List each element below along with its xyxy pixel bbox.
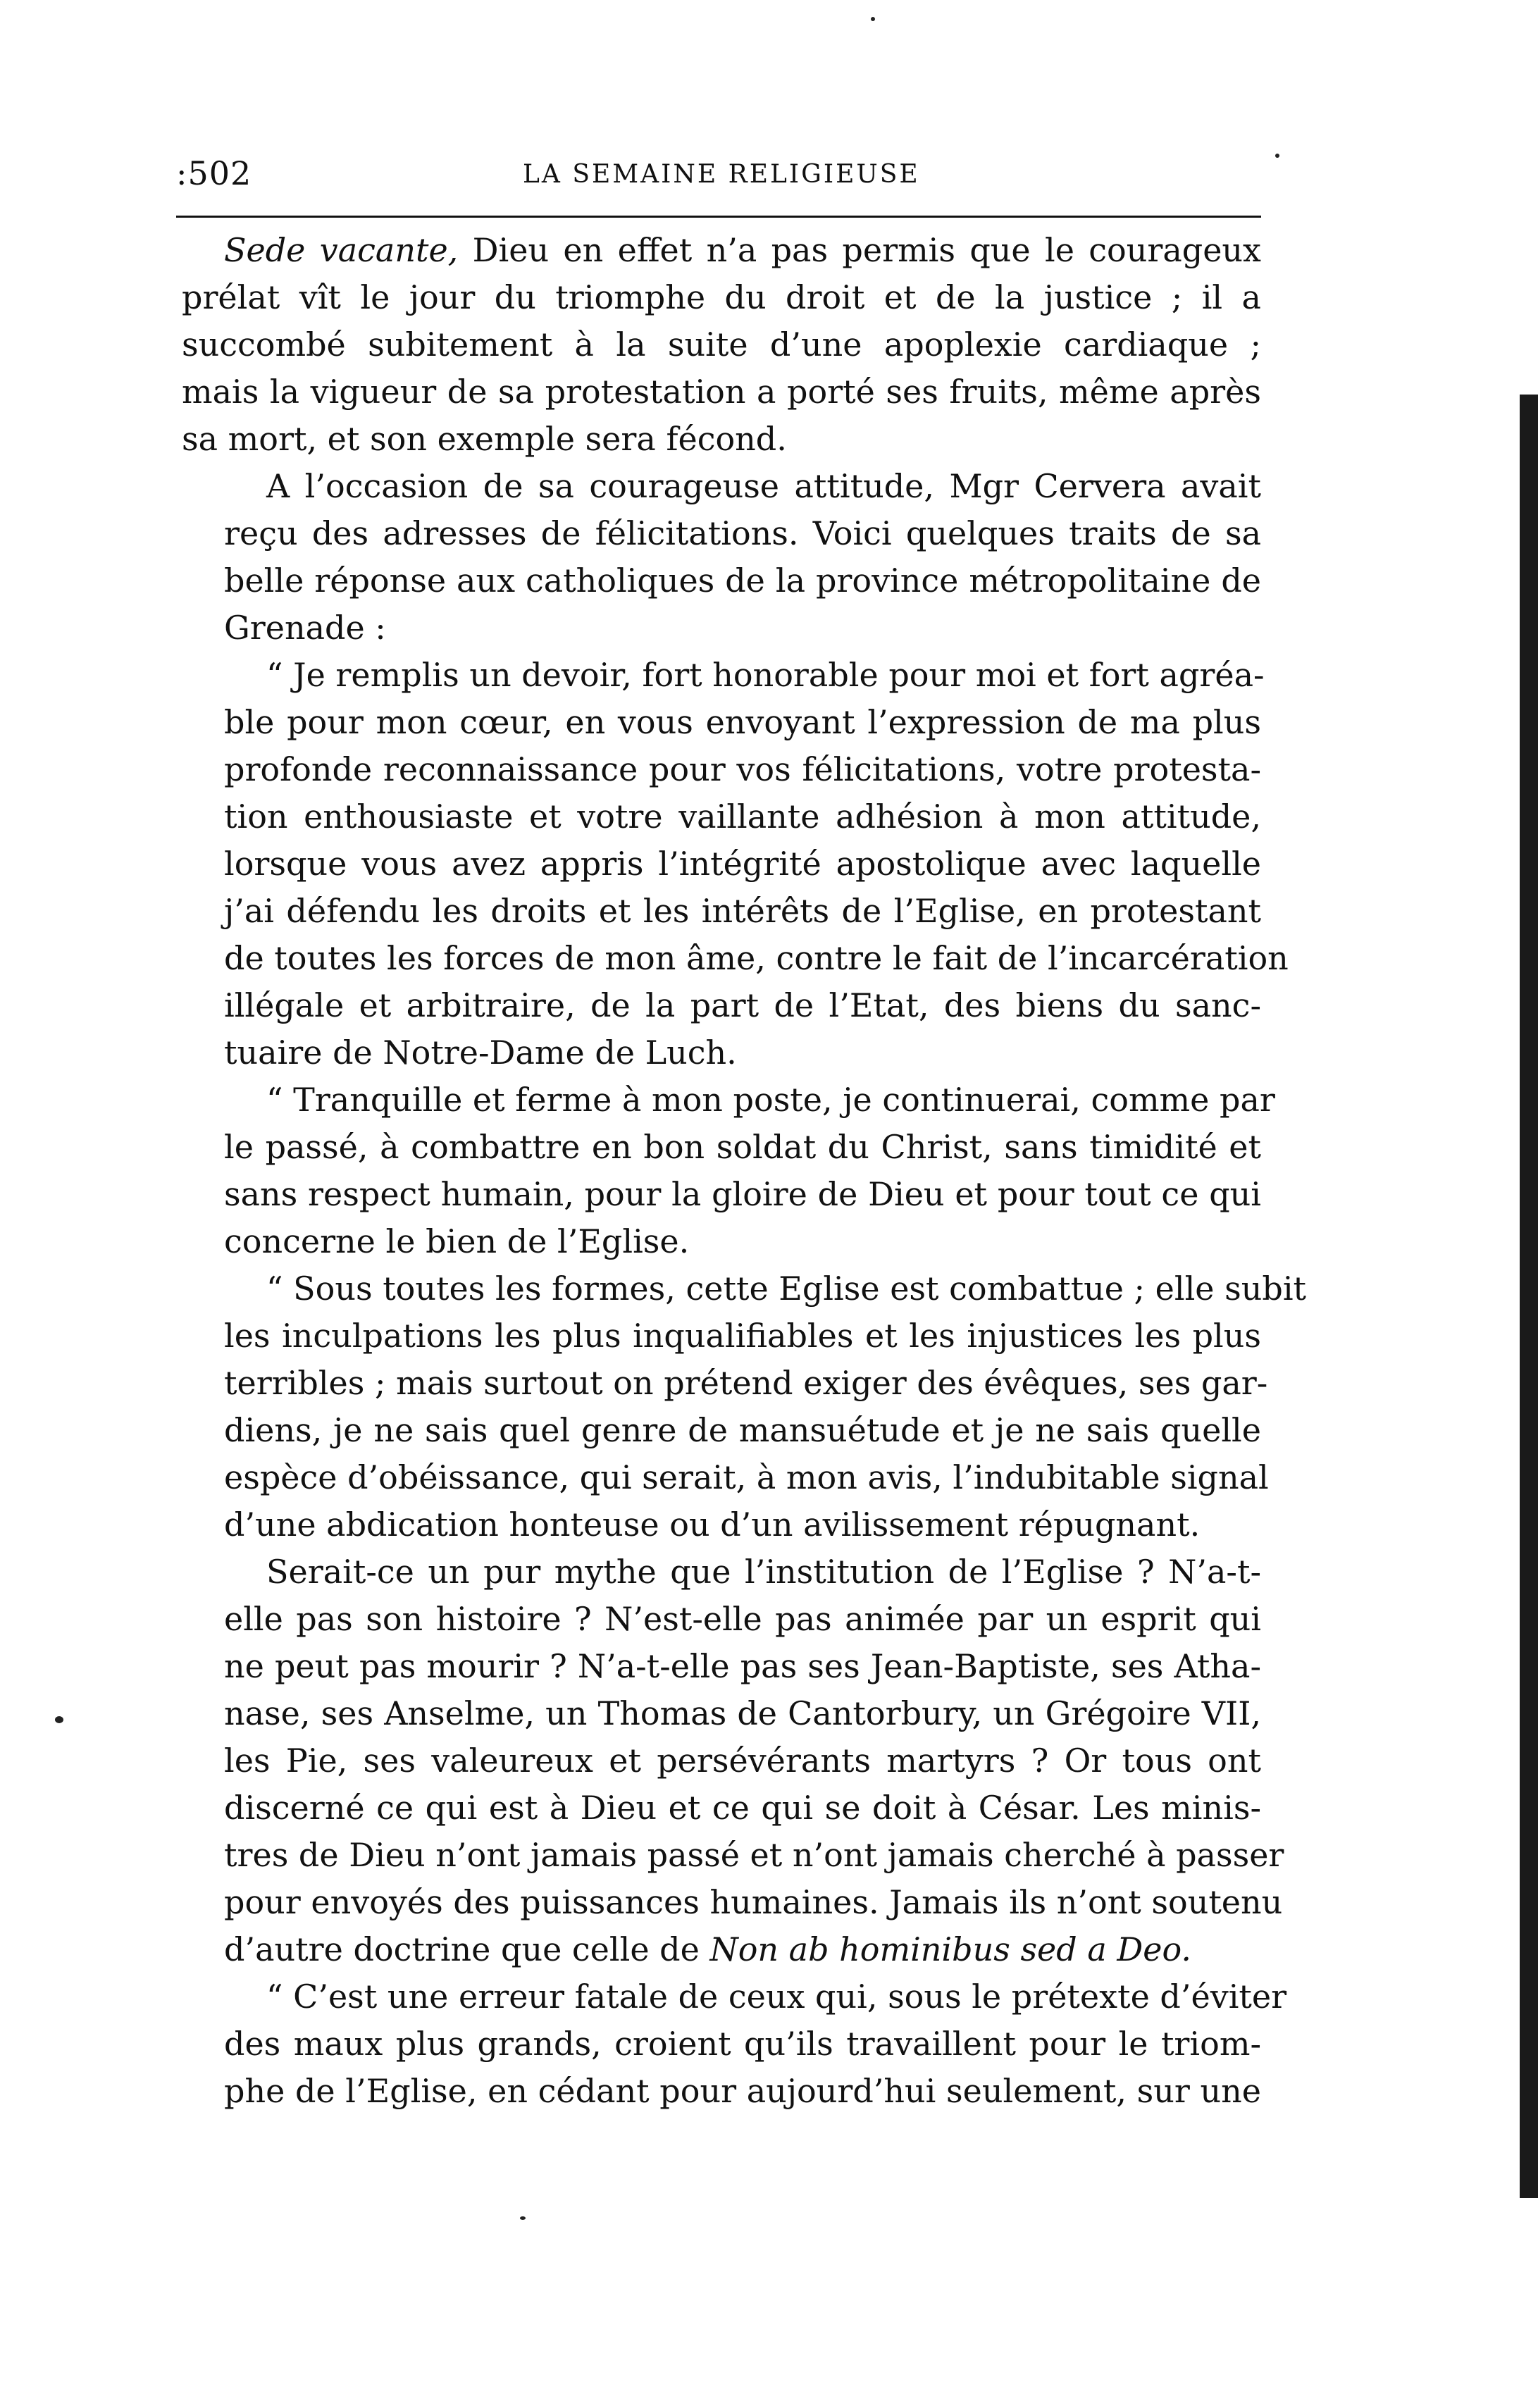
text-line xyxy=(182,1549,1261,1596)
paragraph xyxy=(182,1265,1307,1549)
text-line xyxy=(182,888,1261,935)
text-line xyxy=(182,1454,1269,1501)
paragraph xyxy=(182,1076,1275,1265)
paragraph xyxy=(182,227,1261,463)
line-text: “ Sous toutes les formes, cette Eglise est combattue ; elle subit xyxy=(266,1270,1307,1308)
text-line xyxy=(182,1360,1268,1407)
line-text: j’ai défendu les droits et les intérêts de l’Eglise, en protestant xyxy=(224,892,1261,930)
line-text: espèce d’obéissance, qui serait, à mon avis, l’indubitable signal xyxy=(224,1458,1269,1496)
text-line xyxy=(182,746,1261,793)
paragraph xyxy=(182,1549,1284,1973)
line-text: nase, ses Anselme, un Thomas de Cantorbury, un Grégoire VII, xyxy=(224,1694,1261,1732)
line-text: sa mort, et son exemple sera fécond. xyxy=(182,420,787,458)
text-line xyxy=(182,1596,1261,1643)
page-edge-shadow xyxy=(1520,395,1538,2198)
line-text: ble pour mon cœur, en vous envoyant l’expression de ma plus xyxy=(224,703,1261,741)
text-line xyxy=(182,416,1261,463)
line-text: “ C’est une erreur fatale de ceux qui, sous le prétexte d’éviter xyxy=(266,1978,1287,2016)
line-text: d’autre doctrine que celle de xyxy=(224,1930,710,1968)
line-text: reçu des adresses de félicitations. Voici quelques traits de sa xyxy=(224,514,1261,552)
line-text: belle réponse aux catholiques de la province métropolitaine de xyxy=(224,561,1261,600)
italic-phrase: Non ab hominibus sed a Deo. xyxy=(709,1930,1191,1968)
text-line xyxy=(182,1785,1261,1832)
italic-phrase: Sede vacante, xyxy=(224,231,459,269)
line-text: tuaire de Notre-Dame de Luch. xyxy=(224,1034,737,1072)
scan-speck xyxy=(520,2216,526,2220)
paragraph xyxy=(182,1973,1287,2115)
text-line xyxy=(182,1076,1275,1124)
text-line xyxy=(182,227,1261,274)
line-text: mais la vigueur de sa protestation a porté ses fruits, même après xyxy=(182,373,1261,411)
text-line xyxy=(182,1501,1261,1549)
line-text: illégale et arbitraire, de la part de l’Etat, des biens du sanc- xyxy=(224,986,1261,1024)
scan-speck xyxy=(55,1716,63,1723)
text-line xyxy=(182,1124,1261,1171)
line-text: concerne le bien de l’Eglise. xyxy=(224,1222,690,1260)
text-line xyxy=(182,652,1265,699)
body-text xyxy=(182,227,1307,2115)
line-text: “ Je remplis un devoir, fort honorable pour moi et fort agréa- xyxy=(266,656,1265,694)
line-text: Dieu en effet n’a pas permis que le courageux xyxy=(458,231,1261,269)
text-line xyxy=(182,463,1261,510)
text-line xyxy=(182,2021,1261,2068)
line-text: lorsque vous avez appris l’intégrité apostolique avec laquelle xyxy=(224,845,1261,883)
line-text: A l’occasion de sa courageuse attitude, Mgr Cervera avait xyxy=(266,467,1261,505)
line-text: “ Tranquille et ferme à mon poste, je continuerai, comme par xyxy=(266,1081,1275,1119)
line-text: les inculpations les plus inqualifiables et les injustices les plus xyxy=(224,1317,1261,1355)
line-text: pour envoyés des puissances humaines. Jamais ils n’ont soutenu xyxy=(224,1883,1283,1921)
header-rule xyxy=(176,216,1261,218)
line-text: discerné ce qui est à Dieu et ce qui se doit à César. Les minis- xyxy=(224,1789,1261,1827)
line-text: d’une abdication honteuse ou d’un avilissement répugnant. xyxy=(224,1506,1201,1544)
text-line xyxy=(182,840,1261,888)
text-line xyxy=(182,1407,1261,1454)
paragraph xyxy=(182,463,1261,652)
text-line xyxy=(182,1171,1261,1218)
text-line xyxy=(182,1879,1283,1926)
text-line xyxy=(182,1926,1261,1973)
line-text: prélat vît le jour du triomphe du droit et de la justice ; il a xyxy=(182,278,1261,316)
text-line xyxy=(182,1312,1261,1360)
line-text: phe de l’Eglise, en cédant pour aujourd’hui seulement, sur une xyxy=(224,2072,1261,2110)
line-text: terribles ; mais surtout on prétend exiger des évêques, ses gar- xyxy=(224,1364,1268,1402)
line-text: tion enthousiaste et votre vaillante adhésion à mon attitude, xyxy=(224,798,1261,836)
text-line xyxy=(182,557,1261,604)
line-text: profonde reconnaissance pour vos félicitations, votre protesta- xyxy=(224,750,1261,788)
scan-speck xyxy=(871,17,875,21)
line-text: le passé, à combattre en bon soldat du Christ, sans timidité et xyxy=(224,1128,1261,1166)
line-text: Serait-ce un pur mythe que l’institution de l’Eglise ? N’a-t- xyxy=(266,1553,1261,1591)
line-text: diens, je ne sais quel genre de mansuétude et je ne sais quelle xyxy=(224,1411,1261,1449)
line-text: sans respect humain, pour la gloire de Dieu et pour tout ce qui xyxy=(224,1175,1261,1213)
text-line xyxy=(182,1029,1261,1076)
line-text: des maux plus grands, croient qu’ils travaillent pour le triom- xyxy=(224,2025,1261,2063)
text-line xyxy=(182,982,1261,1029)
text-line xyxy=(182,274,1261,321)
line-text: succombé subitement à la suite d’une apoplexie cardiaque ; xyxy=(182,325,1261,364)
text-line xyxy=(182,1973,1287,2021)
line-text: les Pie, ses valeureux et persévérants martyrs ? Or tous ont xyxy=(224,1742,1261,1780)
text-line xyxy=(182,1265,1307,1312)
line-text: elle pas son histoire ? N’est-elle pas animée par un esprit qui xyxy=(224,1600,1261,1638)
text-line xyxy=(182,935,1289,982)
text-line xyxy=(182,510,1261,557)
text-line xyxy=(182,368,1261,416)
scan-speck xyxy=(1275,154,1279,158)
text-line xyxy=(182,1832,1284,1879)
line-text: Grenade : xyxy=(224,609,386,647)
page-number: :502 xyxy=(176,154,252,192)
text-line xyxy=(182,1643,1261,1690)
text-line xyxy=(182,1737,1261,1785)
line-text: de toutes les forces de mon âme, contre le fait de l’incarcération xyxy=(224,939,1289,977)
text-line xyxy=(182,793,1261,840)
running-head xyxy=(163,152,1263,201)
paragraph xyxy=(182,652,1289,1076)
text-line xyxy=(182,2068,1261,2115)
text-line xyxy=(182,321,1261,368)
text-line xyxy=(182,1690,1261,1737)
text-line xyxy=(182,604,1261,652)
text-line xyxy=(182,1218,1261,1265)
journal-title: LA SEMAINE RELIGIEUSE xyxy=(523,160,920,189)
text-line xyxy=(182,699,1261,746)
line-text: ne peut pas mourir ? N’a-t-elle pas ses Jean-Baptiste, ses Atha- xyxy=(224,1647,1261,1685)
line-text: tres de Dieu n’ont jamais passé et n’ont jamais cherché à passer xyxy=(224,1836,1284,1874)
